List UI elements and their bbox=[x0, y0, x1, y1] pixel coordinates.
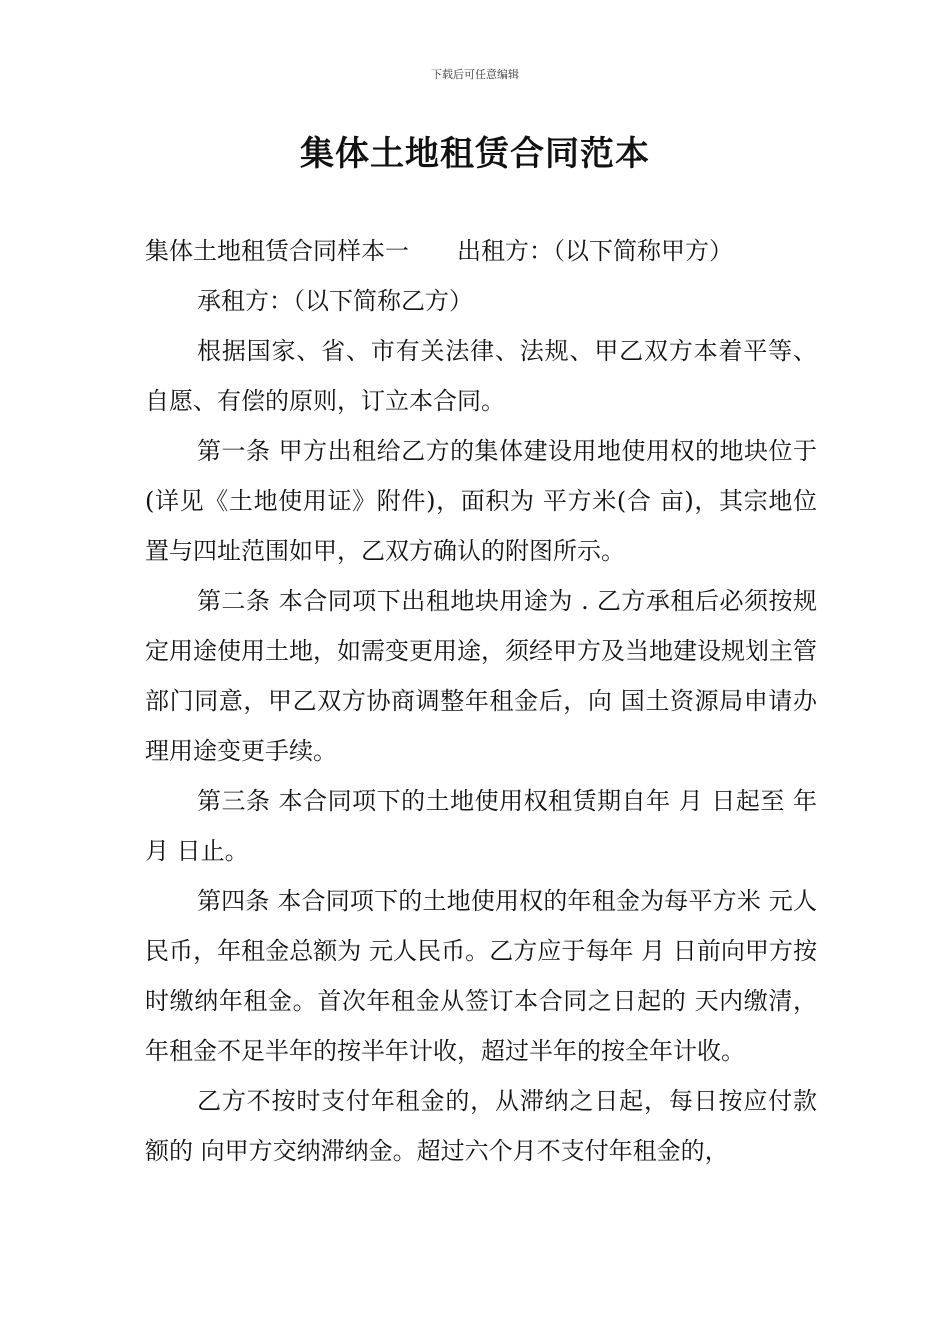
paragraph-article-4: 第四条 本合同项下的土地使用权的年租金为每平方米 元人民币，年租金总额为 元人民币。乙方应于每年 月 日前向甲方按时缴纳年租金。首次年租金从签订本合同之日起的 天内缴清，年租金不足半年的按半年计收，超过半年的按全年计收。 bbox=[145, 887, 817, 1065]
contract-body bbox=[145, 226, 817, 1176]
paragraph-article-2: 第二条 本合同项下出租地块用途为 . 乙方承租后必须按规定用途使用土地，如需变更用途，须经甲方及当地建设规划主管部门同意，甲乙双方协商调整年租金后，向 国土资源局申请办理用途变更手续。 bbox=[145, 587, 817, 765]
paragraph-late-payment: 乙方不按时支付年租金的，从滞纳之日起，每日按应付款额的 向甲方交纳滞纳金。超过六个月不支付年租金的， bbox=[145, 1087, 817, 1165]
paragraph-article-3: 第三条 本合同项下的土地使用权租赁期自年 月 日起至 年 月 日止。 bbox=[145, 787, 817, 865]
lessee-line: 承租方：（以下简称乙方） bbox=[197, 287, 473, 315]
page-header-note: 下载后可任意编辑 bbox=[431, 68, 519, 81]
paragraph-preamble: 根据国家、省、市有关法律、法规、甲乙双方本着平等、自愿、有偿的原则，订立本合同。 bbox=[145, 337, 817, 415]
lessor-line: 出租方：（以下简称甲方） bbox=[457, 237, 733, 265]
sample-label: 集体土地租赁合同样本一 bbox=[145, 237, 409, 265]
document-title: 集体土地租赁合同范本 bbox=[300, 134, 650, 174]
intro-line bbox=[145, 226, 817, 276]
paragraph-article-1: 第一条 甲方出租给乙方的集体建设用地使用权的地块位于 (详见《土地使用证》附件)，面积为 平方米(合 亩)，其宗地位置与四址范围如甲，乙双方确认的附图所示。 bbox=[145, 437, 817, 565]
